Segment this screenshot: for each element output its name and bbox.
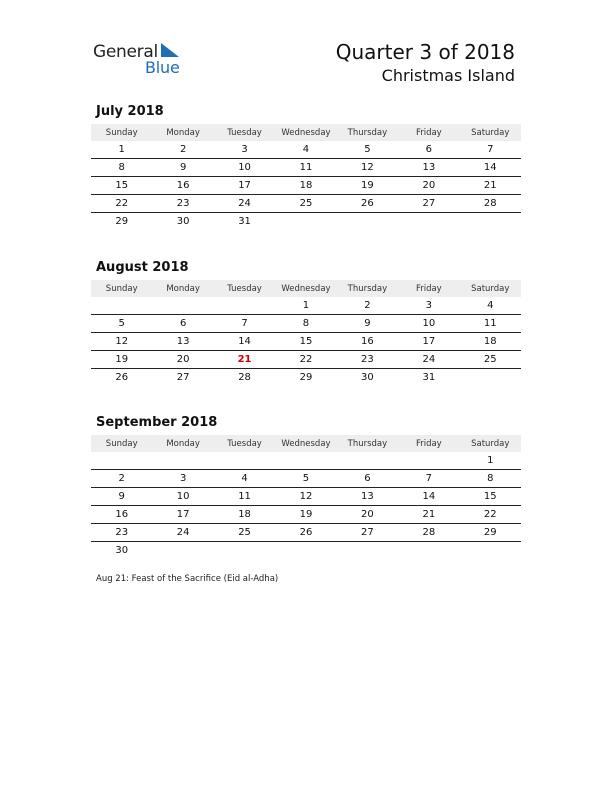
day-cell [337, 542, 398, 560]
day-cell: 29 [115, 216, 129, 227]
weekday-label: Thursday [337, 280, 398, 297]
day-cell: 21 [398, 506, 459, 524]
day-cell: 14 [398, 488, 459, 506]
weekday-label: Monday [152, 280, 213, 297]
week-row [91, 470, 521, 488]
day-cell: 15 [275, 333, 336, 351]
day-cell: 1 [91, 141, 152, 159]
day-cell: 8 [460, 470, 521, 488]
day-cell: 28 [238, 372, 251, 383]
day-cell: 24 [152, 524, 213, 542]
day-cell: 29 [299, 372, 313, 383]
calendar-grid [91, 435, 521, 559]
day-cell: 23 [152, 195, 213, 213]
day-cell: 18 [460, 333, 521, 351]
day-cell: 11 [214, 488, 275, 506]
day-cell [398, 213, 459, 231]
day-cell [91, 452, 152, 470]
day-cell: 1 [460, 452, 521, 470]
week-row [91, 452, 521, 470]
day-cell: 28 [398, 524, 459, 542]
day-cell: 27 [176, 372, 190, 383]
day-cell [152, 452, 213, 470]
day-cell: 24 [398, 351, 459, 369]
day-cell: 2 [337, 297, 398, 315]
weekday-label: Wednesday [275, 435, 336, 452]
day-cell: 9 [337, 315, 398, 333]
weekday-label: Wednesday [275, 124, 336, 141]
day-cell: 19 [337, 177, 398, 195]
day-cell [337, 452, 398, 470]
day-cell: 5 [91, 315, 152, 333]
day-cell: 6 [337, 470, 398, 488]
day-cell: 29 [460, 524, 521, 542]
day-cell: 16 [337, 333, 398, 351]
day-cell: 23 [337, 351, 398, 369]
logo-blue-text: Blue [145, 58, 180, 77]
holiday-day-cell: 21 [214, 351, 275, 369]
day-cell: 20 [398, 177, 459, 195]
day-cell: 9 [152, 159, 213, 177]
day-cell: 4 [214, 470, 275, 488]
day-cell: 26 [275, 524, 336, 542]
logo-triangle-icon [161, 43, 179, 59]
day-cell: 11 [460, 315, 521, 333]
weekday-label: Monday [152, 435, 213, 452]
day-cell: 6 [398, 141, 459, 159]
day-cell: 1 [275, 297, 336, 315]
week-row [91, 213, 521, 231]
day-cell: 13 [337, 488, 398, 506]
day-cell: 5 [337, 141, 398, 159]
day-cell: 23 [91, 524, 152, 542]
week-row [91, 177, 521, 195]
day-cell: 11 [275, 159, 336, 177]
day-cell: 25 [460, 351, 521, 369]
day-cell [460, 213, 521, 231]
day-cell: 17 [152, 506, 213, 524]
day-cell: 6 [152, 315, 213, 333]
day-cell: 10 [152, 488, 213, 506]
day-cell: 7 [460, 141, 521, 159]
week-row [91, 159, 521, 177]
day-cell: 21 [460, 177, 521, 195]
day-cell: 14 [460, 159, 521, 177]
weekday-header-row [91, 435, 521, 452]
day-cell: 3 [398, 297, 459, 315]
day-cell: 9 [91, 488, 152, 506]
day-cell: 12 [337, 159, 398, 177]
week-row [91, 333, 521, 351]
day-cell [275, 542, 336, 560]
weekday-label: Sunday [91, 280, 152, 297]
day-cell: 25 [214, 524, 275, 542]
day-cell: 8 [275, 315, 336, 333]
week-row [91, 141, 521, 159]
day-cell: 17 [214, 177, 275, 195]
logo-general-text: General [93, 42, 158, 62]
day-cell: 10 [214, 159, 275, 177]
day-cell: 7 [398, 470, 459, 488]
day-cell: 26 [115, 372, 129, 383]
day-cell: 13 [152, 333, 213, 351]
day-cell [398, 452, 459, 470]
page-title: Quarter 3 of 2018 [335, 40, 515, 64]
weekday-label: Tuesday [214, 280, 275, 297]
week-row [91, 351, 521, 369]
weekday-header-row [91, 280, 521, 297]
day-cell: 4 [460, 297, 521, 315]
day-cell: 30 [361, 372, 374, 383]
week-row [91, 542, 521, 560]
day-cell: 16 [91, 506, 152, 524]
day-cell: 12 [275, 488, 336, 506]
weekday-label: Tuesday [214, 435, 275, 452]
week-row [91, 506, 521, 524]
weekday-label: Friday [398, 435, 459, 452]
general-blue-logo [93, 40, 193, 80]
day-cell: 4 [275, 141, 336, 159]
day-cell: 15 [460, 488, 521, 506]
day-cell: 13 [398, 159, 459, 177]
week-row [91, 524, 521, 542]
day-cell: 15 [91, 177, 152, 195]
week-row [91, 297, 521, 315]
holiday-note: Aug 21: Feast of the Sacrifice (Eid al-Adha) [96, 574, 279, 584]
day-cell [91, 297, 152, 315]
weekday-label: Wednesday [275, 280, 336, 297]
day-cell [460, 542, 521, 560]
calendar-grid [91, 280, 521, 386]
day-cell: 19 [275, 506, 336, 524]
weekday-label: Tuesday [214, 124, 275, 141]
day-cell: 17 [398, 333, 459, 351]
week-row [91, 369, 521, 387]
day-cell [398, 542, 459, 560]
day-cell: 16 [152, 177, 213, 195]
day-cell: 18 [214, 506, 275, 524]
day-cell [152, 297, 213, 315]
week-row [91, 315, 521, 333]
page-subtitle: Christmas Island [381, 66, 515, 85]
calendar-grid [91, 124, 521, 230]
day-cell [275, 452, 336, 470]
day-cell: 30 [115, 545, 129, 556]
day-cell: 7 [214, 315, 275, 333]
day-cell: 31 [422, 372, 436, 383]
month-september [91, 414, 521, 559]
month-title: August 2018 [96, 260, 189, 275]
day-cell [214, 452, 275, 470]
week-row [91, 195, 521, 213]
day-cell: 19 [91, 351, 152, 369]
day-cell: 20 [337, 506, 398, 524]
day-cell: 2 [152, 141, 213, 159]
weekday-label: Saturday [460, 280, 521, 297]
day-cell: 10 [398, 315, 459, 333]
day-cell: 22 [460, 506, 521, 524]
day-cell: 22 [91, 195, 152, 213]
weekday-label: Thursday [337, 124, 398, 141]
day-cell: 26 [337, 195, 398, 213]
day-cell: 27 [337, 524, 398, 542]
day-cell: 30 [176, 216, 190, 227]
day-cell: 3 [214, 141, 275, 159]
month-august [91, 259, 521, 386]
day-cell [337, 213, 398, 231]
weekday-label: Saturday [460, 124, 521, 141]
day-cell: 18 [275, 177, 336, 195]
weekday-label: Sunday [91, 435, 152, 452]
day-cell [152, 542, 213, 560]
weekday-label: Monday [152, 124, 213, 141]
day-cell [460, 369, 521, 387]
day-cell [275, 213, 336, 231]
day-cell: 12 [91, 333, 152, 351]
day-cell: 22 [275, 351, 336, 369]
weekday-header-row [91, 124, 521, 141]
weekday-label: Saturday [460, 435, 521, 452]
month-title: July 2018 [96, 104, 164, 119]
day-cell: 2 [91, 470, 152, 488]
weekday-label: Friday [398, 124, 459, 141]
day-cell: 5 [275, 470, 336, 488]
weekday-label: Thursday [337, 435, 398, 452]
day-cell: 25 [275, 195, 336, 213]
month-title: September 2018 [96, 415, 218, 430]
day-cell: 14 [214, 333, 275, 351]
week-row [91, 488, 521, 506]
day-cell: 3 [152, 470, 213, 488]
day-cell: 24 [214, 195, 275, 213]
weekday-label: Friday [398, 280, 459, 297]
day-cell: 31 [238, 216, 251, 227]
day-cell [214, 297, 275, 315]
month-july [91, 103, 521, 230]
day-cell: 28 [460, 195, 521, 213]
day-cell: 27 [398, 195, 459, 213]
weekday-label: Sunday [91, 124, 152, 141]
day-cell [214, 542, 275, 560]
day-cell: 8 [91, 159, 152, 177]
day-cell: 20 [152, 351, 213, 369]
